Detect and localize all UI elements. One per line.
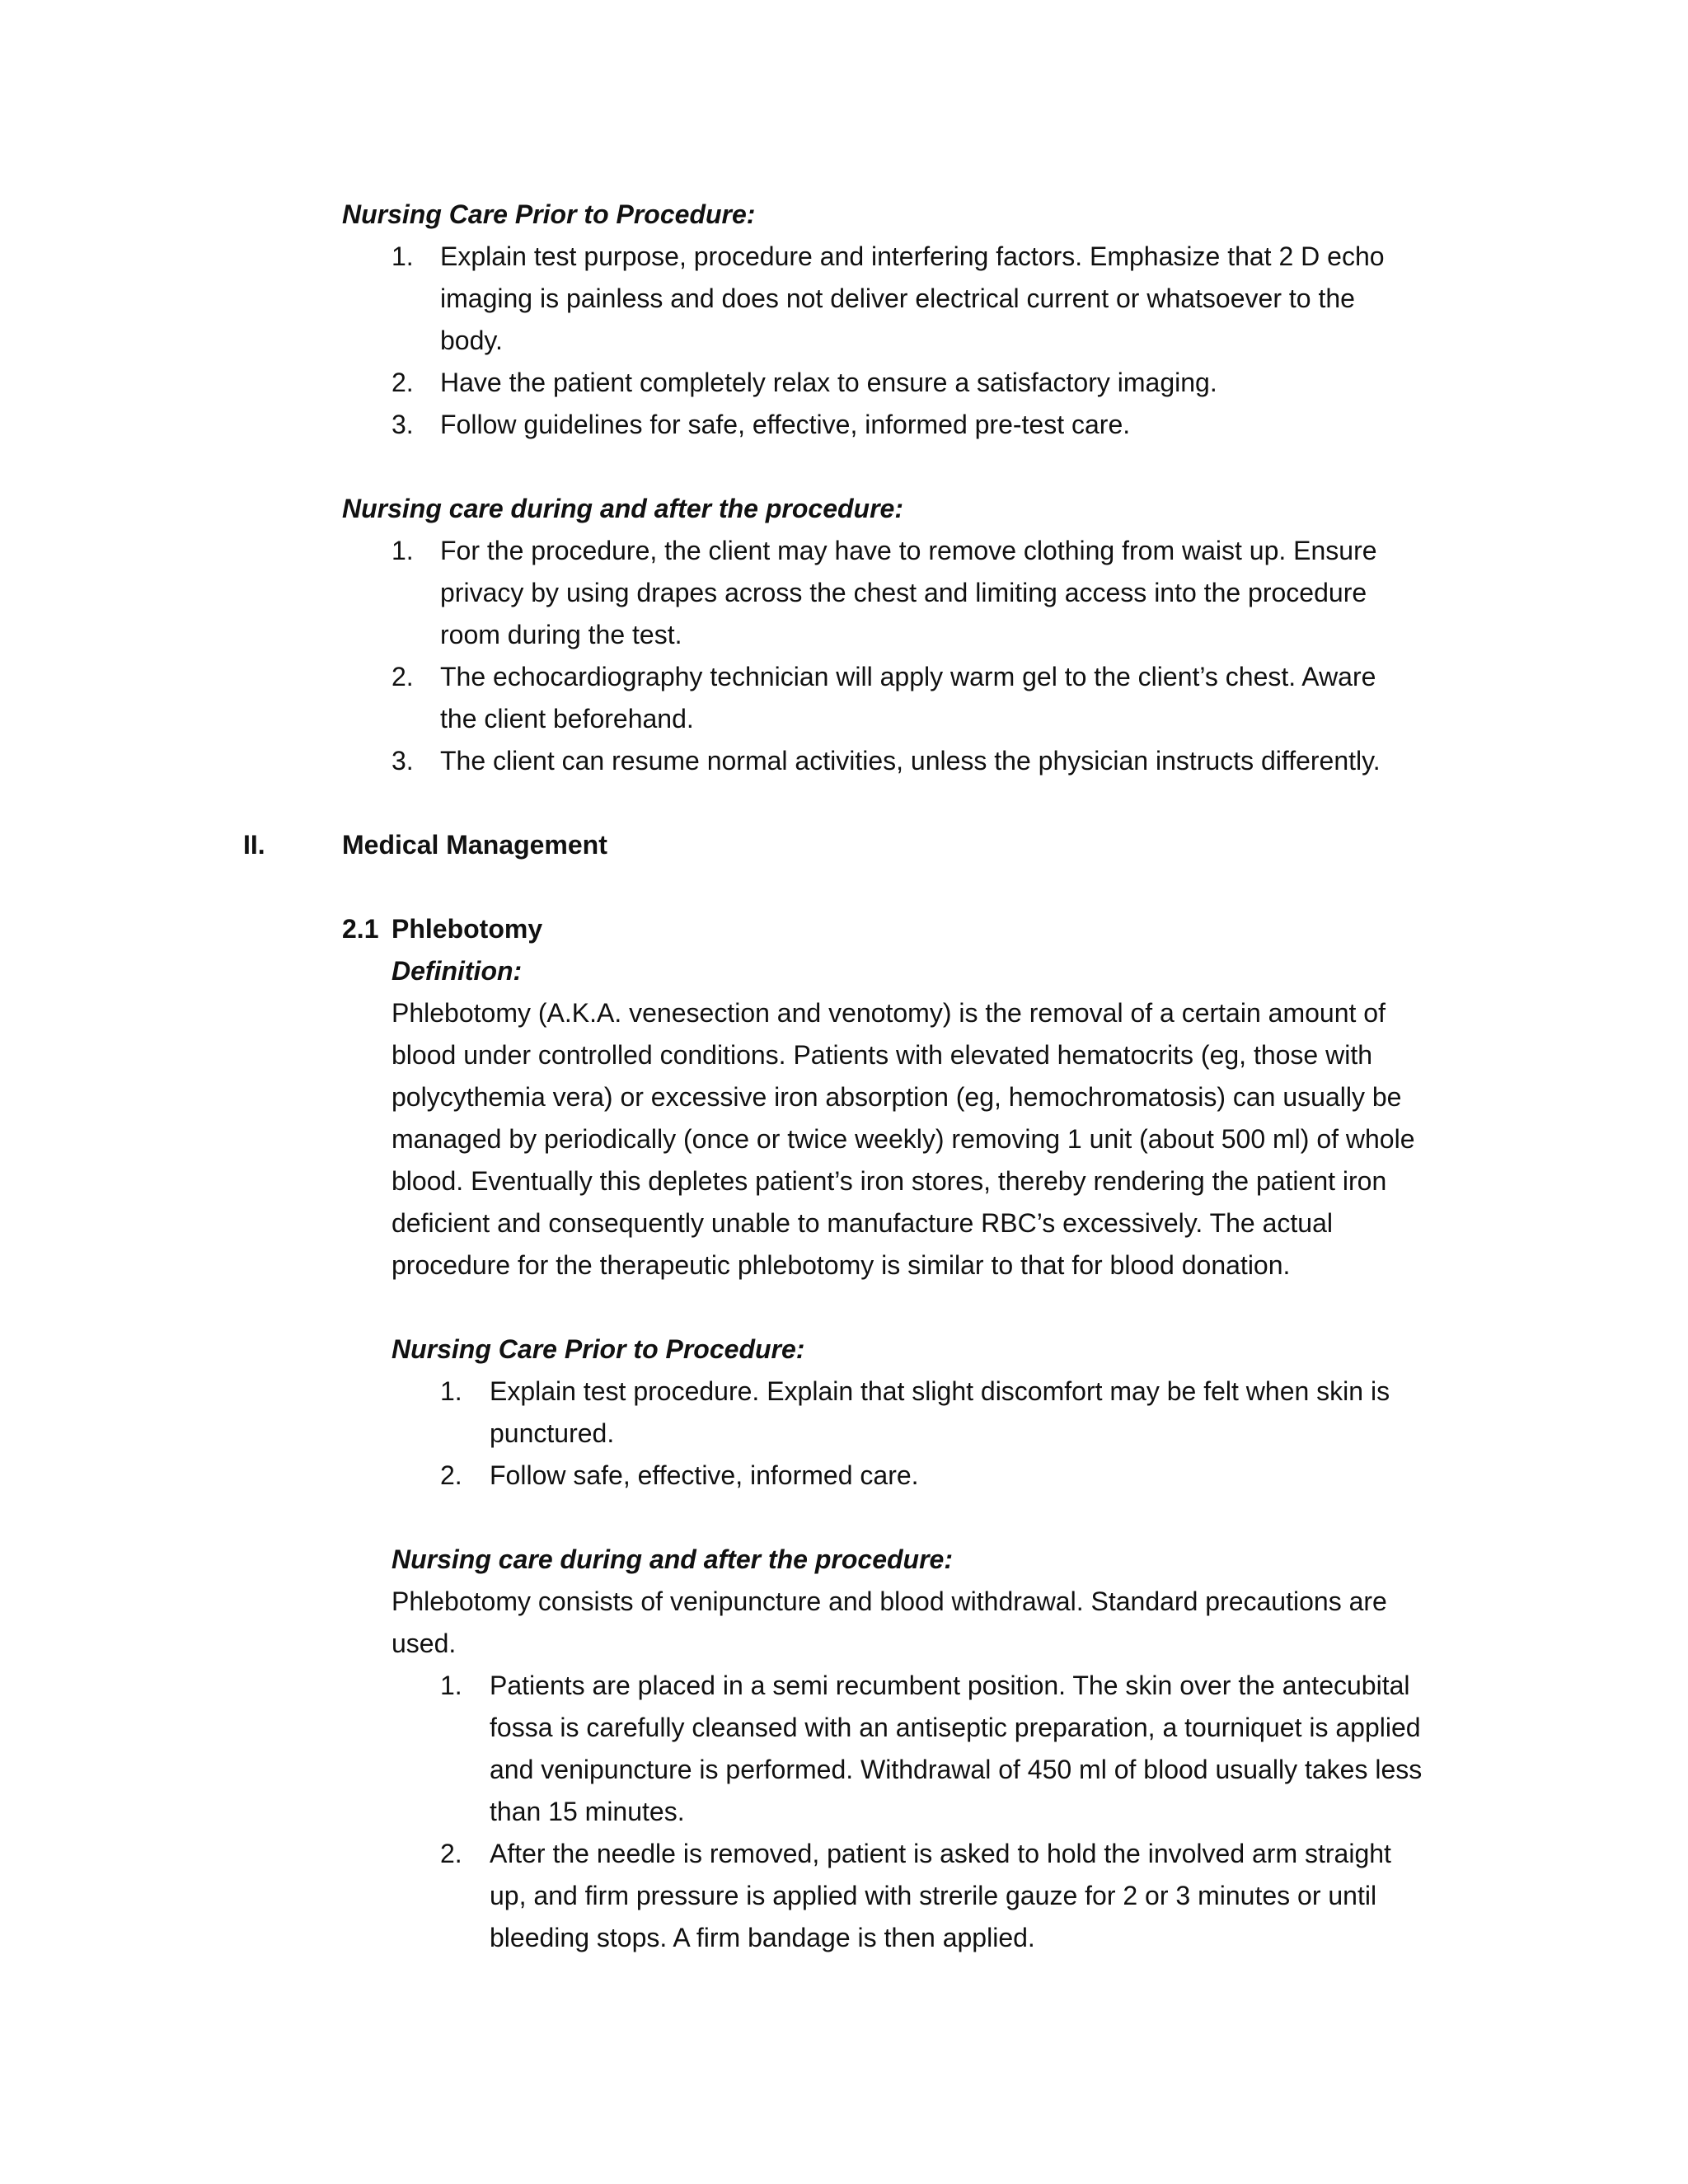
phleb-during-item-2-line-3: bleeding stops. A firm bandage is then applied. [490, 1923, 1035, 1952]
echo-prior-item-3-number: 3. [392, 410, 414, 439]
phleb-prior-heading: Nursing Care Prior to Procedure: [392, 1334, 805, 1364]
phleb-during-item-1-line-2: fossa is carefully cleansed with an antiseptic preparation, a tourniquet is applied [490, 1713, 1421, 1742]
echo-during-item-2-number: 2. [392, 662, 414, 691]
echo-prior-heading: Nursing Care Prior to Procedure: [342, 199, 756, 229]
section-ii-numeral: II. [243, 830, 265, 860]
echo-prior-item-1-line-2: imaging is painless and does not deliver electrical current or whatsoever to the [440, 284, 1355, 313]
phlebotomy-number: 2.1 [342, 914, 379, 944]
phleb-during-item-1-line-4: than 15 minutes. [490, 1797, 685, 1826]
echo-during-item-2-line-2: the client beforehand. [440, 704, 694, 733]
phleb-prior-item-2-line-1: Follow safe, effective, informed care. [490, 1460, 919, 1490]
echo-prior-item-2-number: 2. [392, 368, 414, 397]
phleb-during-item-1-line-1: Patients are placed in a semi recumbent position. The skin over the antecubital [490, 1671, 1410, 1700]
definition-line-5: blood. Eventually this depletes patient’s iron stores, thereby rendering the patient iron [392, 1166, 1387, 1196]
phleb-during-item-1-number: 1. [440, 1671, 462, 1700]
echo-prior-item-1-line-3: body. [440, 326, 503, 355]
definition-line-3: polycythemia vera) or excessive iron absorption (eg, hemochromatosis) can usually be [392, 1082, 1402, 1112]
definition-line-1: Phlebotomy (A.K.A. venesection and venotomy) is the removal of a certain amount of [392, 998, 1386, 1028]
echo-prior-item-2-line-1: Have the patient completely relax to ensure a satisfactory imaging. [440, 368, 1217, 397]
echo-during-item-1-number: 1. [392, 536, 414, 565]
definition-line-6: deficient and consequently unable to manufacture RBC’s excessively. The actual [392, 1208, 1333, 1238]
echo-prior-item-1-number: 1. [392, 241, 414, 271]
phleb-prior-item-1-line-1: Explain test procedure. Explain that slight discomfort may be felt when skin is [490, 1376, 1390, 1406]
phlebotomy-title: Phlebotomy [392, 914, 543, 944]
phleb-prior-item-1-line-2: punctured. [490, 1418, 615, 1448]
phleb-during-heading: Nursing care during and after the procedure: [392, 1544, 953, 1574]
definition-label: Definition: [392, 956, 523, 986]
echo-prior-item-1-line-1: Explain test purpose, procedure and interfering factors. Emphasize that 2 D echo [440, 241, 1385, 271]
echo-during-item-1-line-3: room during the test. [440, 620, 682, 649]
echo-during-item-1-line-2: privacy by using drapes across the chest and limiting access into the procedure [440, 578, 1367, 607]
echo-during-heading: Nursing care during and after the procedure: [342, 494, 903, 523]
section-ii-title: Medical Management [342, 830, 607, 860]
phleb-during-item-2-line-2: up, and firm pressure is applied with strerile gauze for 2 or 3 minutes or until [490, 1881, 1377, 1910]
definition-line-4: managed by periodically (once or twice weekly) removing 1 unit (about 500 ml) of whole [392, 1124, 1415, 1154]
echo-during-item-1-line-1: For the procedure, the client may have to remove clothing from waist up. Ensure [440, 536, 1377, 565]
phleb-prior-item-2-number: 2. [440, 1460, 462, 1490]
phleb-during-intro-line-1: Phlebotomy consists of venipuncture and blood withdrawal. Standard precautions are [392, 1586, 1387, 1616]
definition-line-7: procedure for the therapeutic phlebotomy is similar to that for blood donation. [392, 1250, 1291, 1280]
phleb-prior-item-1-number: 1. [440, 1376, 462, 1406]
phleb-during-item-2-line-1: After the needle is removed, patient is asked to hold the involved arm straight [490, 1839, 1391, 1868]
echo-prior-item-3-line-1: Follow guidelines for safe, effective, informed pre-test care. [440, 410, 1131, 439]
echo-during-item-2-line-1: The echocardiography technician will apply warm gel to the client’s chest. Aware [440, 662, 1376, 691]
phleb-during-item-1-line-3: and venipuncture is performed. Withdrawal of 450 ml of blood usually takes less [490, 1755, 1423, 1784]
phleb-during-intro-line-2: used. [392, 1629, 457, 1658]
echo-during-item-3-number: 3. [392, 746, 414, 776]
definition-line-2: blood under controlled conditions. Patients with elevated hematocrits (eg, those with [392, 1040, 1373, 1070]
phleb-during-item-2-number: 2. [440, 1839, 462, 1868]
echo-during-item-3-line-1: The client can resume normal activities, unless the physician instructs differently. [440, 746, 1381, 776]
